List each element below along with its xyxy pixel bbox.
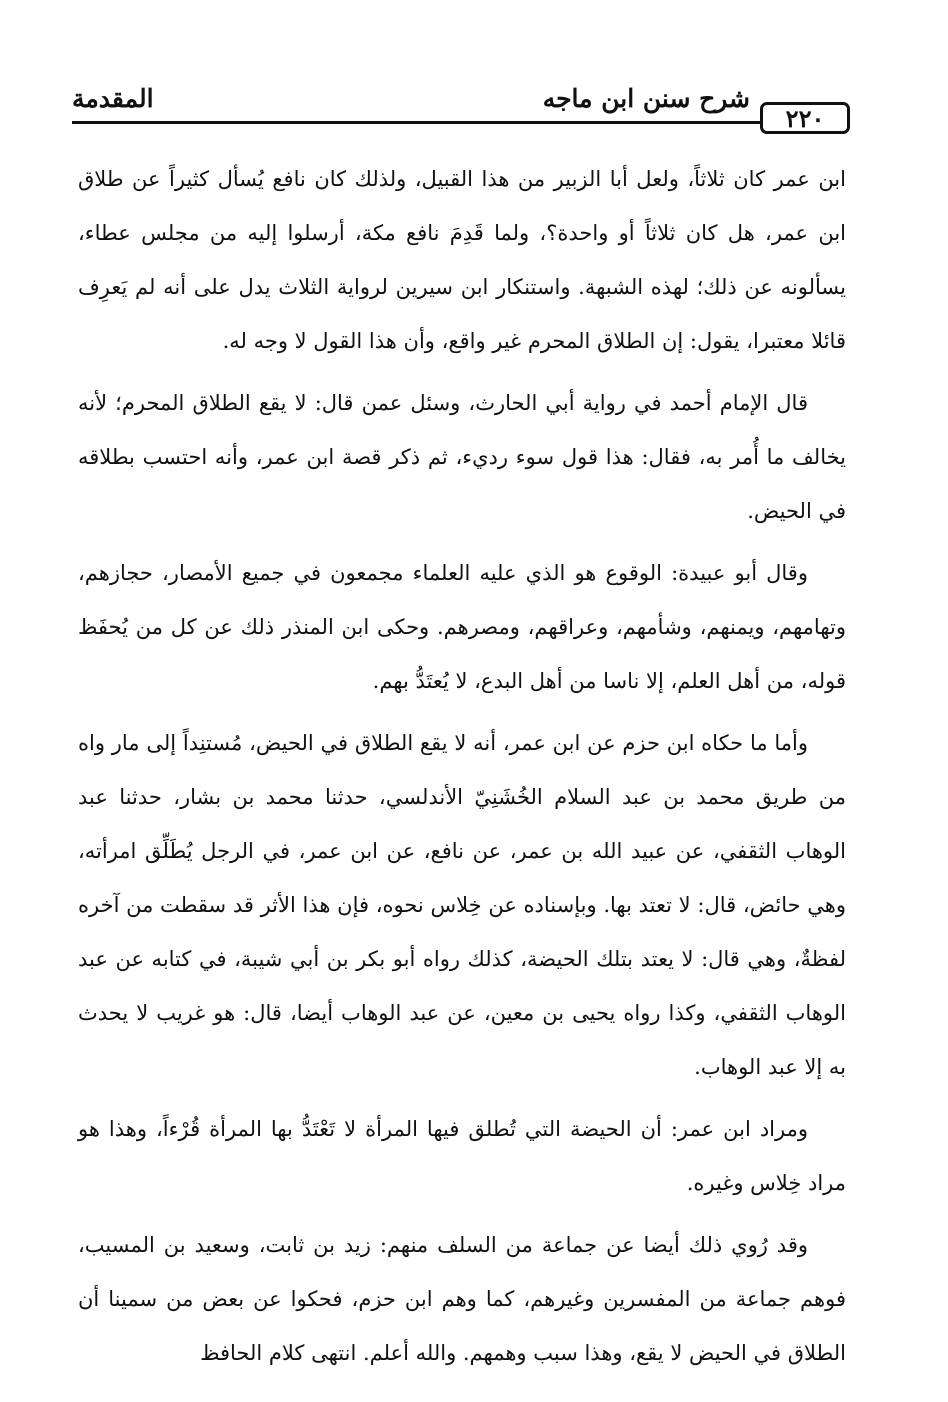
page-header: [72, 80, 850, 136]
paragraph: وأما ما حكاه ابن حزم عن ابن عمر، أنه لا يقع الطلاق في الحيض، مُستنِداً إلى مار واه من طريق محمد بن عبد السلام الخُشَنِيّ الأندلسي، حدثنا محمد بن بشار، حدثنا عبد الوهاب الثقفي، عن عبيد الله بن عمر، عن نافع، عن ابن عمر، في الرجل يُطَلِّق امرأته، وهي حائض، قال: لا تعتد بها. وبإسناده عن خِلاس نحوه، فإن هذا الأثر قد سقطت من آخره لفظةٌ، وهي قال: لا يعتد بتلك الحيضة، كذلك رواه أبو بكر بن أبي شيبة، في كتابه عن عبد الوهاب الثقفي، وكذا رواه يحيى بن معين، عن عبد الوهاب أيضا، قال: هو غريب لا يحدث به إلا عبد الوهاب.: [78, 731, 846, 1079]
page-number: ٢٢٠: [760, 102, 850, 134]
book-title: شرح سنن ابن ماجه: [542, 84, 750, 113]
section-title: المقدمة: [72, 84, 154, 113]
paragraph: وقال أبو عبيدة: الوقوع هو الذي عليه العلماء مجمعون في جميع الأمصار، حجازهم، وتهامهم، ويمنهم، وشأمهم، وعراقهم، ومصرهم. وحكى ابن المنذر ذلك عن كل من يُحفَظ قوله، من أهل العلم، إلا ناسا من أهل البدع، لا يُعتَدُّ بهم.: [78, 561, 846, 693]
header-divider: [72, 121, 762, 124]
paragraph: وقد رُوي ذلك أيضا عن جماعة من السلف منهم: زيد بن ثابت، وسعيد بن المسيب، فوهم جماعة من المفسرين وغيرهم، كما وهم ابن حزم، فحكوا عن بعض من سمينا أن الطلاق في الحيض لا يقع، وهذا سبب وهمهم. والله أعلم. انتهى كلام الحافظ: [78, 1233, 846, 1365]
paragraph: قال الإمام أحمد في رواية أبي الحارث، وسئل عمن قال: لا يقع الطلاق المحرم؛ لأنه يخالف ما أُمر به، فقال: هذا قول سوء رديء، ثم ذكر قصة ابن عمر، وأنه احتسب بطلاقه في الحيض.: [78, 391, 846, 523]
paragraph: ومراد ابن عمر: أن الحيضة التي تُطلق فيها المرأة لا تَعْتَدُّ بها المرأة قُرْءاً، وهذا هو مراد خِلاس وغيره.: [78, 1117, 846, 1195]
paragraph: ابن عمر كان ثلاثاً، ولعل أبا الزبير من هذا القبيل، ولذلك كان نافع يُسأل كثيراً عن طلاق ابن عمر، هل كان ثلاثاً أو واحدة؟، ولما قَدِمَ نافع مكة، أرسلوا إليه من مجلس عطاء، يسألونه عن ذلك؛ لهذه الشبهة. واستنكار ابن سيرين لرواية الثلاث يدل على أنه لم يَعرِف قائلا معتبرا، يقول: إن الطلاق المحرم غير واقع، وأن هذا القول لا وجه له.: [78, 167, 846, 353]
body-text: [78, 152, 846, 1388]
